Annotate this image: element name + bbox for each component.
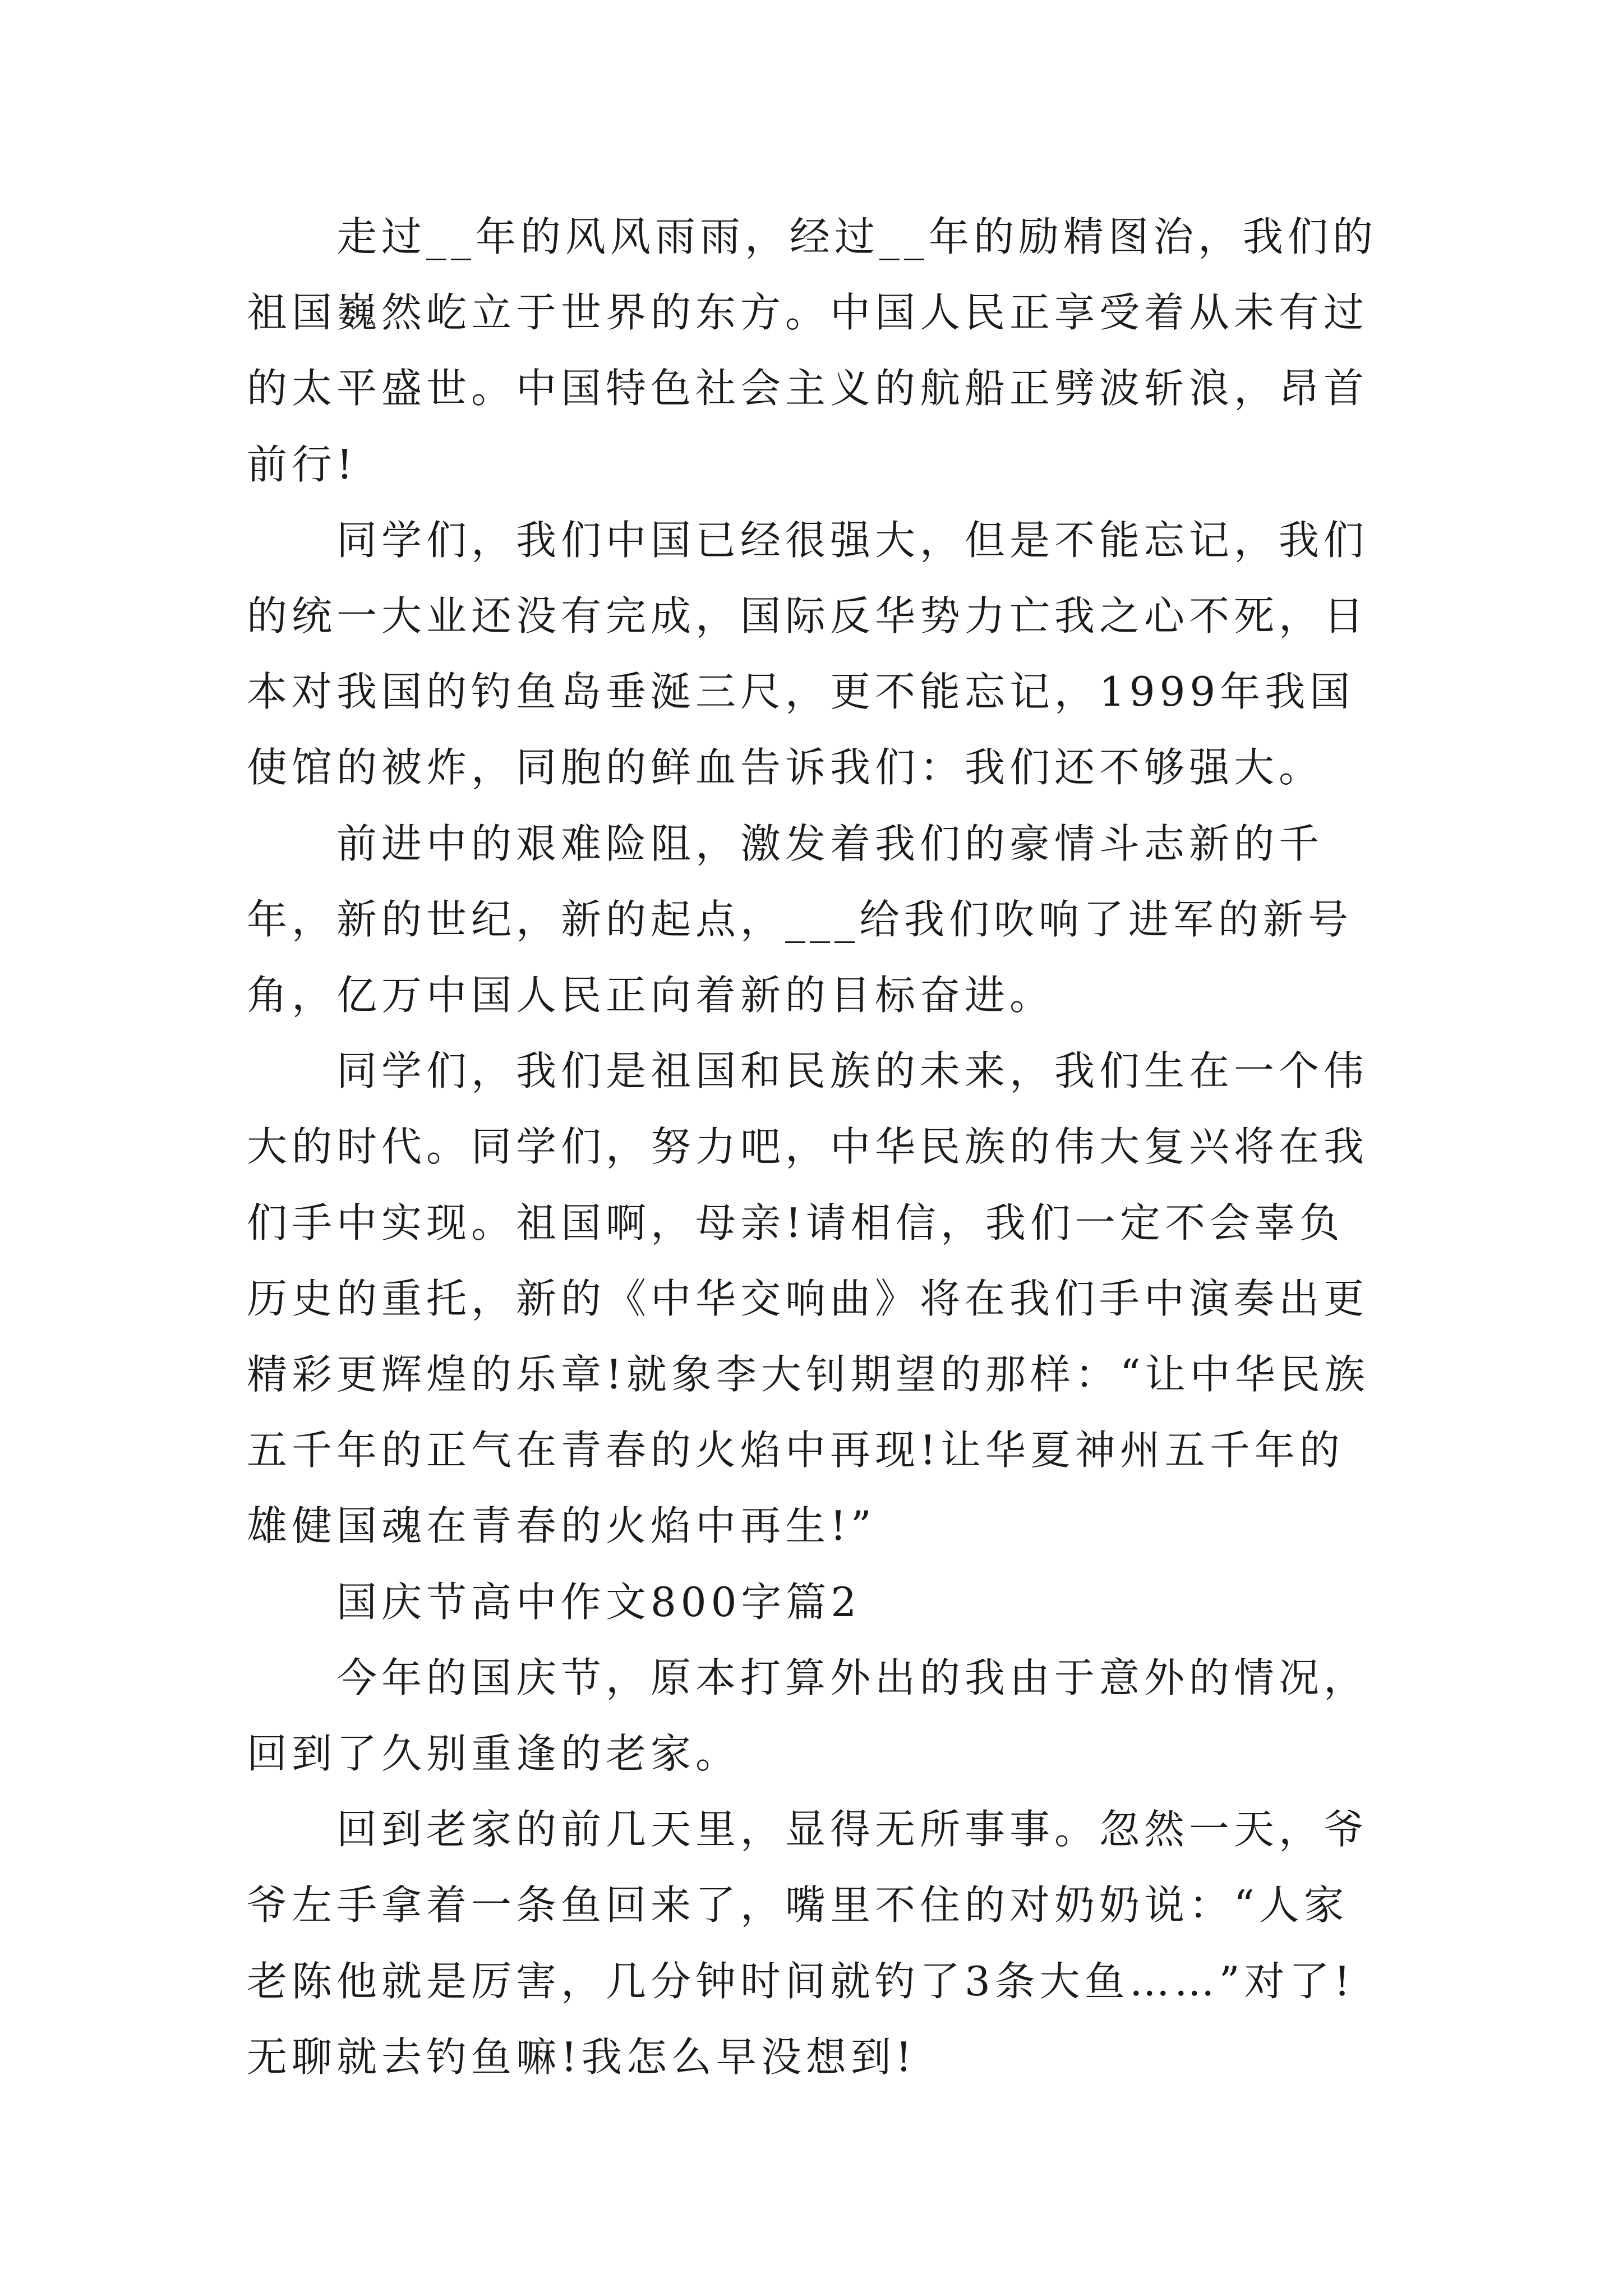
paragraph-6: 回到老家的前几天里，显得无所事事。忽然一天，爷爷左手拿着一条鱼回来了，嘴里不住的对奶奶说：“人家老陈他就是厉害，几分钟时间就钓了3条大鱼……”对了!无聊就去钓鱼嘛!我怎么早没想到! (247, 1806, 1369, 2081)
section-heading: 国庆节高中作文800字篇2 (336, 1578, 861, 1626)
paragraph-4: 同学们，我们是祖国和民族的未来，我们生在一个伟大的时代。同学们，努力吧，中华民族的伟大复兴将在我们手中实现。祖国啊，母亲!请相信，我们一定不会辜负历史的重托，新的《中华交响曲》将在我们手中演奏出更精彩更辉煌的乐章!就象李大钊期望的那样：“让中华民族五千年的正气在青春的火焰中再现!让华夏神州五千年的雄健国魂在青春的火焰中再生!” (247, 1047, 1370, 1550)
paragraph-1: 走过__年的风风雨雨，经过__年的励精图治，我们的祖国巍然屹立于世界的东方。中国人民正享受着从未有过的太平盛世。中国特色社会主义的航船正劈波斩浪，昂首前行! (247, 213, 1378, 488)
paragraph-5: 今年的国庆节，原本打算外出的我由于意外的情况，回到了久别重逢的老家。 (247, 1654, 1369, 1778)
document-body (247, 199, 1385, 2095)
paragraph-2: 同学们，我们中国已经很强大，但是不能忘记，我们的统一大业还没有完成，国际反华势力亡我之心不死，日本对我国的钓鱼岛垂涎三尺，更不能忘记，1999年我国使馆的被炸，同胞的鲜血告诉我们：我们还不够强大。 (247, 516, 1369, 792)
paragraph-3: 前进中的艰难险阻，激发着我们的豪情斗志新的千年，新的世纪，新的起点，___给我们吹响了进军的新号角，亿万中国人民正向着新的目标奋进。 (247, 820, 1353, 1019)
